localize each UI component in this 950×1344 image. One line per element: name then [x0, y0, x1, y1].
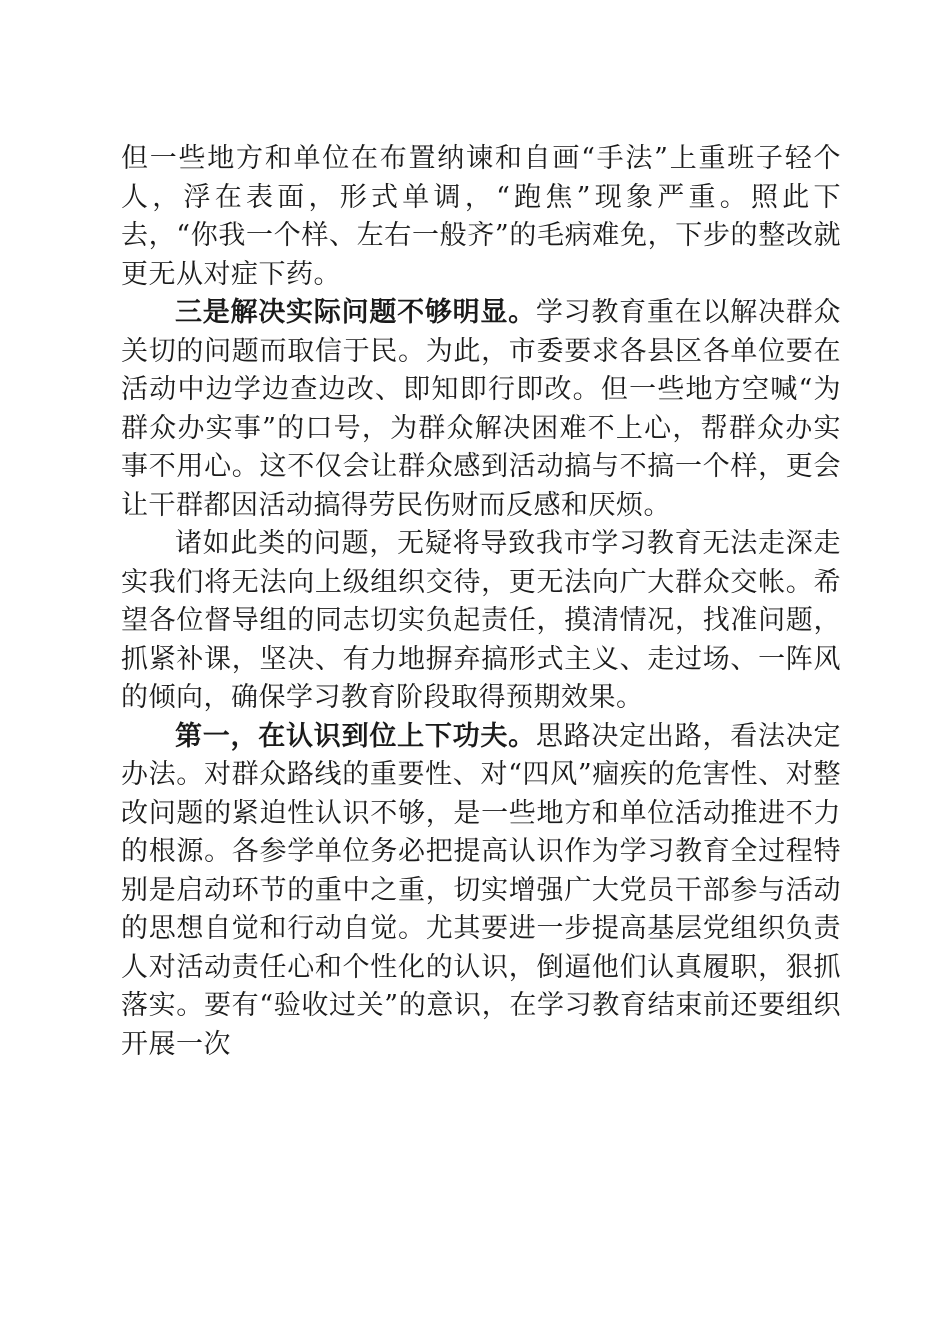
document-body	[121, 140, 841, 1064]
paragraph-point-three	[121, 294, 841, 525]
paragraph-heading: 三是解决实际问题不够明显。	[175, 297, 536, 328]
paragraph-summary	[121, 525, 841, 718]
paragraph-heading: 第一，在认识到位上下功夫。	[175, 720, 536, 752]
paragraph-first	[121, 718, 841, 1065]
paragraph-continuation	[121, 140, 841, 294]
paragraph-text: 但一些地方和单位在布置纳谏和自画“手法”上重班子轻个人，浮在表面，形式单调，“跑焦”现象严重。照此下去，“你我一个样、左右一般齐”的毛病难免，下步的整改就更无从对症下药。	[121, 143, 841, 290]
paragraph-text: 诸如此类的问题，无疑将导致我市学习教育无法走深走实我们将无法向上级组织交待，更无法向广大群众交帐。希望各位督导组的同志切实负起责任，摸清情况，找准问题，抓紧补课，坚决、有力地摒弃搞形式主义、走过场、一阵风的倾向，确保学习教育阶段取得预期效果。	[121, 528, 841, 713]
paragraph-text: 学习教育重在以解决群众关切的问题而取信于民。为此，市委要求各县区各单位要在活动中边学边查边改、即知即行即改。但一些地方空喊“为群众办实事”的口号，为群众解决困难不上心，帮群众办实事不用心。这不仅会让群众感到活动搞与不搞一个样，更会让干群都因活动搞得劳民伤财而反感和厌烦。	[121, 297, 841, 521]
paragraph-text: 思路决定出路，看法决定办法。对群众路线的重要性、对“四风”痼疾的危害性、对整改问题的紧迫性认识不够，是一些地方和单位活动推进不力的根源。各参学单位务必把提高认识作为学习教育全过程特别是启动环节的重中之重，切实增强广大党员干部参与活动的思想自觉和行动自觉。尤其要进一步提高基层党组织负责人对活动责任心和个性化的认识，倒逼他们认真履职，狠抓落实。要有“验收过关”的意识，在学习教育结束前还要组织开展一次	[121, 720, 841, 1060]
